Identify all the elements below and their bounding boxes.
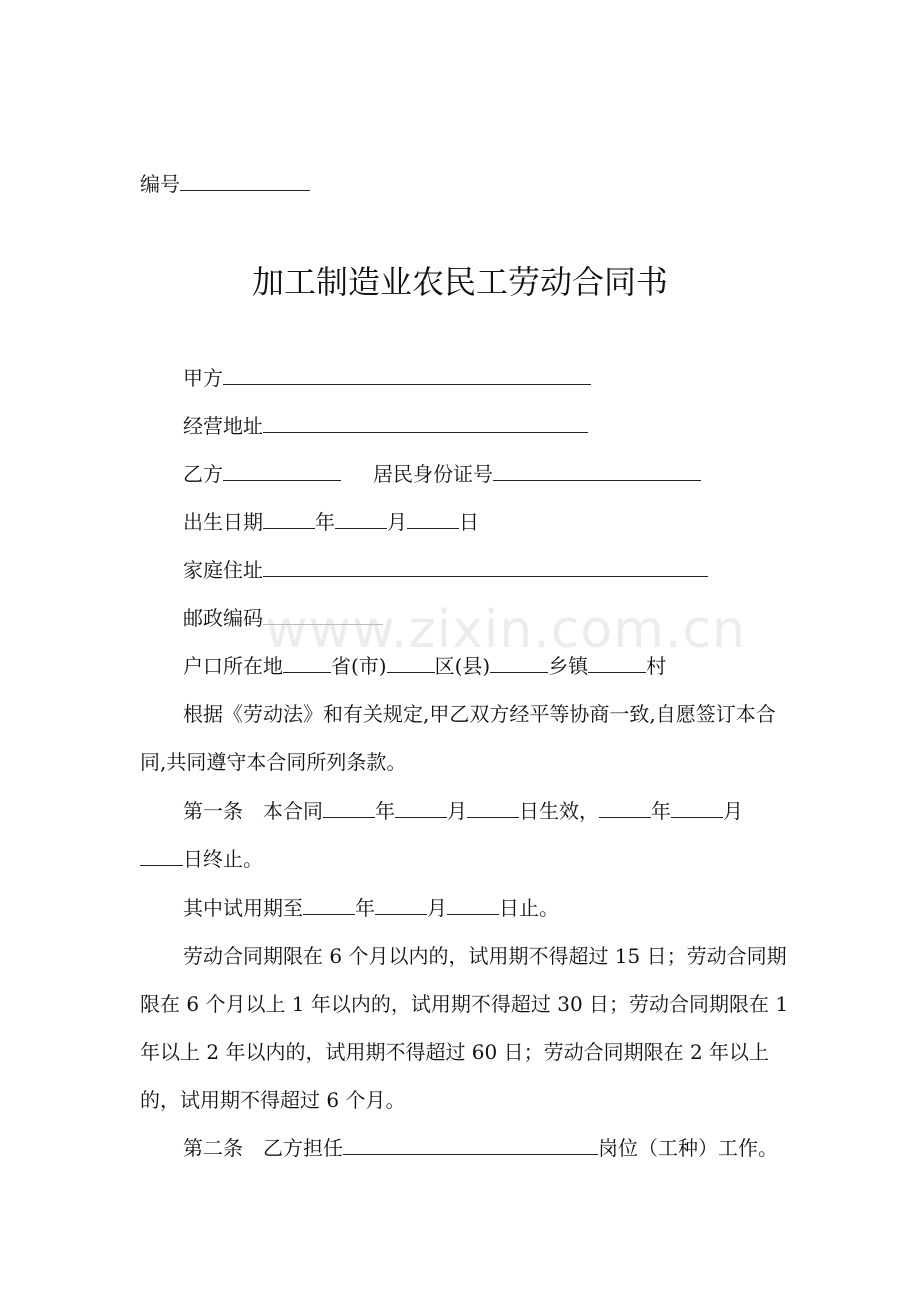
birth-year-blank[interactable] xyxy=(263,508,315,529)
postal-code-label: 邮政编码 xyxy=(183,606,263,630)
article-1-prefix: 第一条 本合同 xyxy=(183,799,323,823)
year-label: 年 xyxy=(375,799,395,823)
probation-line xyxy=(183,894,559,922)
hukou-province-blank[interactable] xyxy=(283,652,331,673)
start-month-blank[interactable] xyxy=(395,797,447,818)
postal-code-line xyxy=(183,604,383,632)
month-label: 月 xyxy=(447,799,467,823)
province-label: 省(市) xyxy=(331,654,387,678)
business-address-blank[interactable] xyxy=(263,412,588,433)
probation-month-blank[interactable] xyxy=(375,894,427,915)
home-address-label: 家庭住址 xyxy=(183,558,263,582)
end-day-blank[interactable] xyxy=(140,845,183,866)
article-2-suffix: 岗位（工种）工作。 xyxy=(598,1136,778,1160)
probation-rules-paragraph: 劳动合同期限在 6 个月以内的，试用期不得超过 15 日；劳动合同期限在 6 个月以上 1 年以内的，试用期不得超过 30 日；劳动合同期限在 1 年以上 2 年以内的，试用期不得超过 60 日；劳动合同期限在 2 年以上的，试用期不得超过 6 个月。 xyxy=(140,944,789,1112)
probation-day-blank[interactable] xyxy=(447,894,499,915)
article-1-effective: 日生效， xyxy=(519,799,599,823)
article-1-end: 日终止。 xyxy=(183,847,263,871)
party-b-line xyxy=(183,460,701,488)
start-year-blank[interactable] xyxy=(323,797,375,818)
end-month-blank[interactable] xyxy=(671,797,723,818)
start-day-blank[interactable] xyxy=(467,797,519,818)
month-label: 月 xyxy=(387,510,407,534)
probation-end: 日止。 xyxy=(499,896,559,920)
position-blank[interactable] xyxy=(343,1134,598,1155)
document-title: 加工制造业农民工劳动合同书 xyxy=(251,263,668,301)
day-label: 日 xyxy=(459,510,479,534)
article-1-line xyxy=(183,797,743,825)
party-a-label: 甲方 xyxy=(183,366,223,390)
district-label: 区(县) xyxy=(434,654,491,678)
hukou-district-blank[interactable] xyxy=(387,652,435,673)
township-label: 乡镇 xyxy=(548,654,589,678)
year-label: 年 xyxy=(651,799,671,823)
year-label: 年 xyxy=(355,896,375,920)
hukou-township-blank[interactable] xyxy=(490,652,548,673)
month-label: 月 xyxy=(723,799,743,823)
contract-number-label: 编号 xyxy=(140,172,180,196)
postal-code-blank[interactable] xyxy=(263,604,383,625)
month-label: 月 xyxy=(427,896,447,920)
watermark: www.zixin.com.cn xyxy=(265,600,746,660)
party-a-line xyxy=(183,364,591,392)
end-year-blank[interactable] xyxy=(599,797,651,818)
party-b-label: 乙方 xyxy=(183,462,223,486)
home-address-blank[interactable] xyxy=(263,556,708,577)
contract-number-line xyxy=(140,170,310,198)
probation-year-blank[interactable] xyxy=(303,894,355,915)
contract-number-blank[interactable] xyxy=(180,170,310,191)
party-a-blank[interactable] xyxy=(223,364,591,385)
id-number-blank[interactable] xyxy=(493,460,701,481)
business-address-line xyxy=(183,412,588,440)
party-b-blank[interactable] xyxy=(223,460,341,481)
village-label: 村 xyxy=(646,654,667,678)
hukou-line xyxy=(183,652,666,680)
home-address-line xyxy=(183,556,708,584)
article-2-line xyxy=(183,1134,778,1162)
birth-date-line xyxy=(183,508,479,536)
intro-paragraph: 根据《劳动法》和有关规定,甲乙双方经平等协商一致,自愿签订本合同,共同遵守本合同所列条款。 xyxy=(140,702,776,774)
id-number-label: 居民身份证号 xyxy=(373,462,493,486)
hukou-village-blank[interactable] xyxy=(588,652,646,673)
hukou-label: 户口所在地 xyxy=(183,654,283,678)
birth-date-label: 出生日期 xyxy=(183,510,263,534)
business-address-label: 经营地址 xyxy=(183,414,263,438)
year-label: 年 xyxy=(315,510,335,534)
article-1-end-line xyxy=(140,845,263,873)
article-2-prefix: 第二条 乙方担任 xyxy=(183,1136,343,1160)
probation-prefix: 其中试用期至 xyxy=(183,896,303,920)
birth-day-blank[interactable] xyxy=(407,508,459,529)
birth-month-blank[interactable] xyxy=(335,508,387,529)
